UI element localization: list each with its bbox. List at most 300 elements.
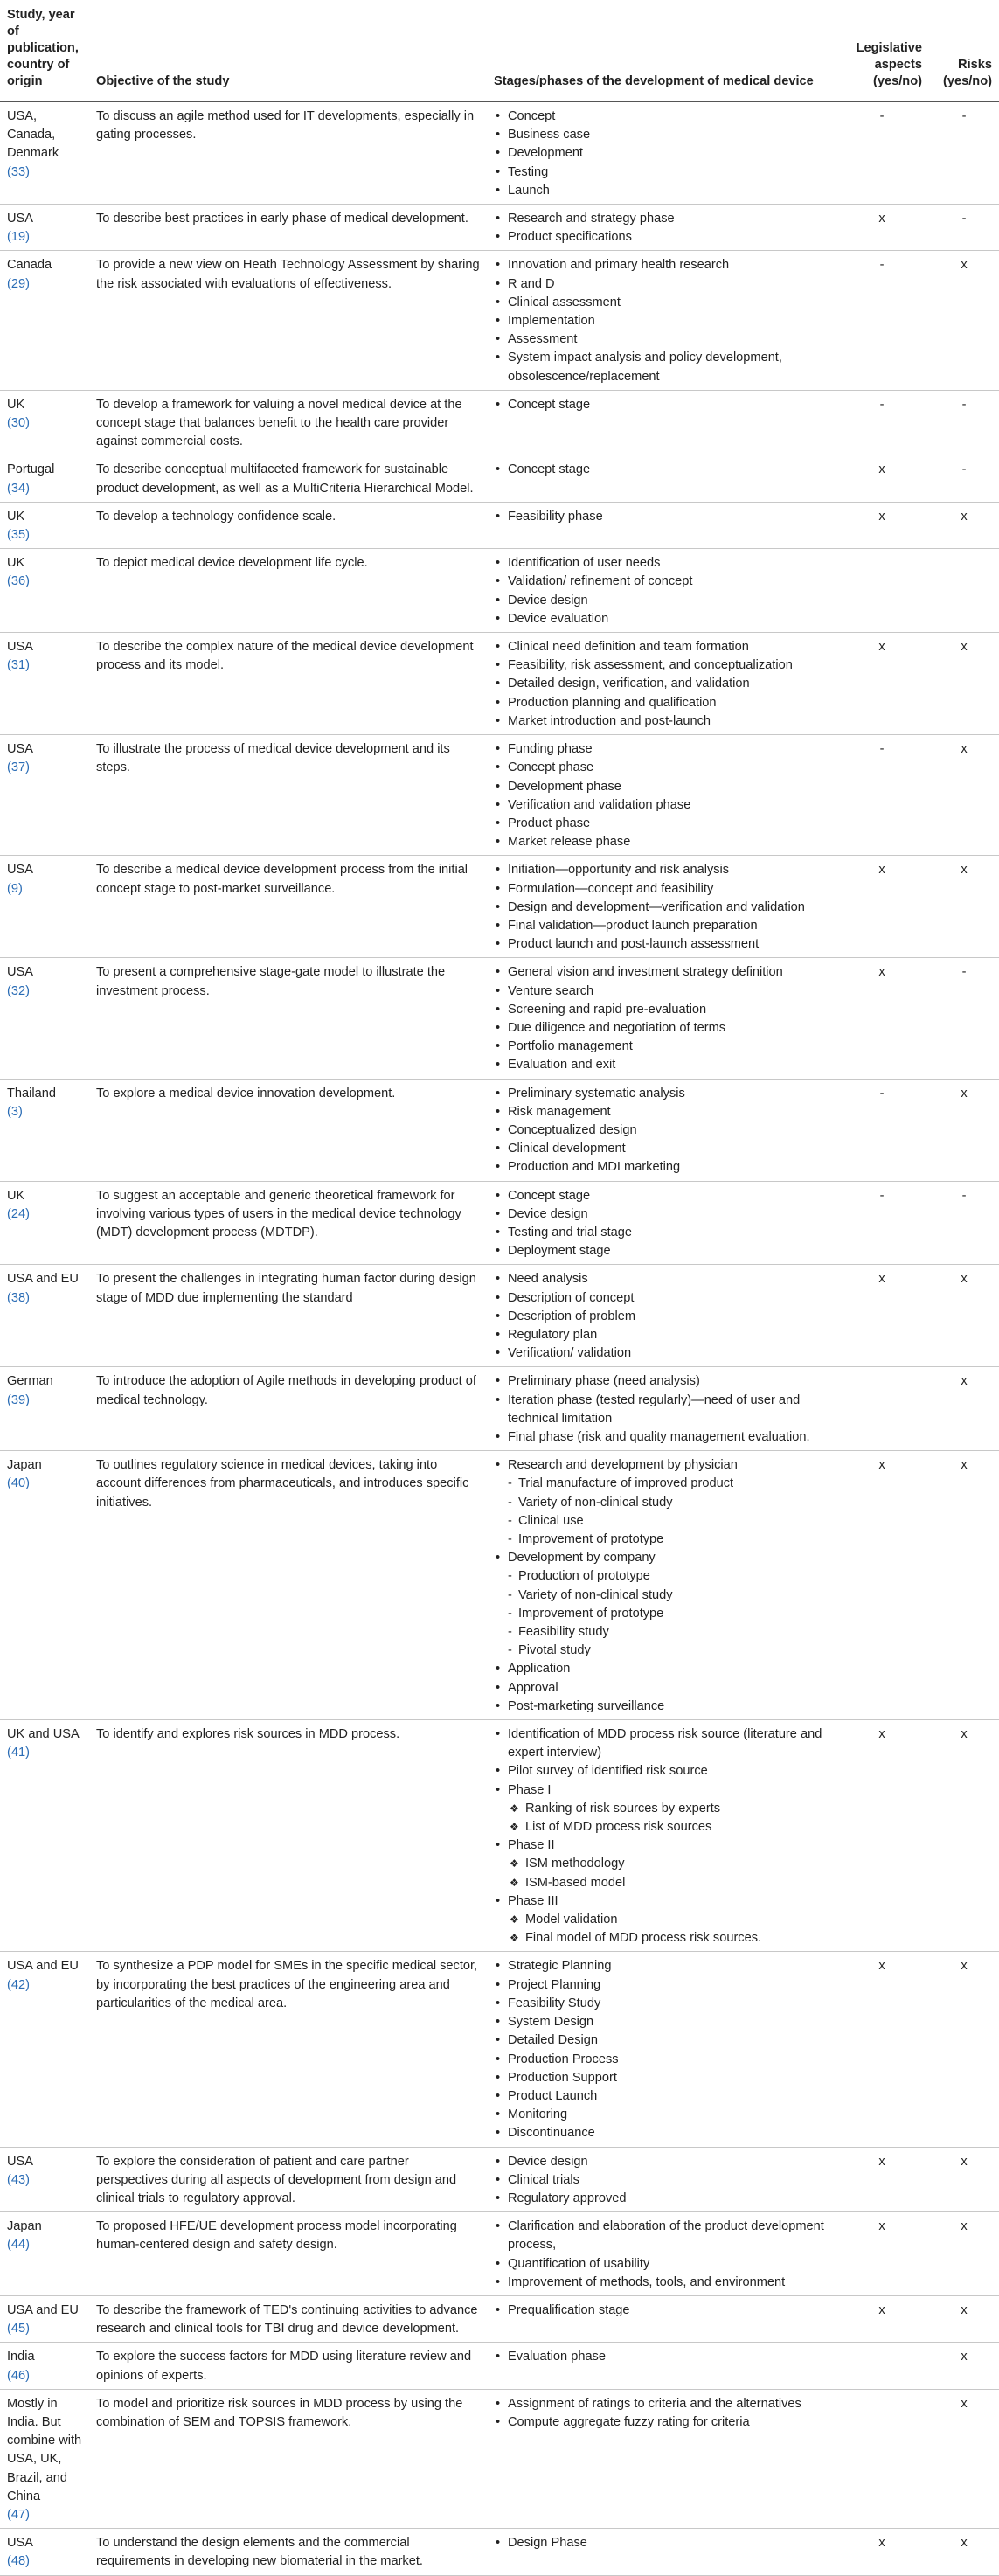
stage-subitem: - Pivotal study — [494, 1642, 828, 1660]
stages-list — [494, 740, 828, 851]
study-objective: To explore a medical device innovation development. — [89, 1079, 487, 1181]
stage-item: • Discontinuance — [494, 2124, 828, 2142]
study-origin: Portugal — [7, 462, 55, 477]
stage-item: • Portfolio management — [494, 1038, 828, 1056]
table-row — [0, 2389, 999, 2528]
stage-item: • Pilot survey of identified risk source — [494, 1762, 828, 1781]
stage-item: • Business case — [494, 126, 828, 144]
reference-link[interactable]: (32) — [7, 983, 30, 998]
stage-item: • Development phase — [494, 778, 828, 796]
stages-cell — [487, 1265, 835, 1367]
stage-item: • Production planning and qualification — [494, 694, 828, 712]
legislative-aspects-value: x — [835, 2212, 929, 2296]
study-objective: To describe conceptual multifaceted framework for sustainable product development, as well as a MultiCriteria Hierarchical Model. — [89, 455, 487, 502]
reference-link[interactable]: (29) — [7, 276, 30, 291]
stages-cell — [487, 2389, 835, 2528]
stage-item: • System impact analysis and policy development, obsolescence/replacement — [494, 349, 828, 385]
stage-item: • Product phase — [494, 815, 828, 833]
study-objective: To suggest an acceptable and generic theoretical framework for involving various types of users in the medical device technology (MDT) development process (MDTDP). — [89, 1181, 487, 1265]
stages-list — [494, 638, 828, 731]
study-objective: To explore the success factors for MDD using literature review and opinions of experts. — [89, 2343, 487, 2389]
stage-item: • Development by company — [494, 1549, 828, 1567]
study-origin-cell — [0, 735, 89, 856]
study-origin-cell — [0, 2212, 89, 2296]
study-origin: German — [7, 1374, 53, 1389]
stage-subitem: - Production of prototype — [494, 1567, 828, 1586]
risks-value: x — [929, 1451, 999, 1720]
stage-item: • Research and strategy phase — [494, 210, 828, 228]
stage-item: • Product specifications — [494, 228, 828, 246]
stage-item: • System Design — [494, 2013, 828, 2031]
stage-item: • Clinical assessment — [494, 294, 828, 312]
stage-item: • Clinical trials — [494, 2171, 828, 2190]
stages-list — [494, 1957, 828, 2142]
stage-item: • Feasibility phase — [494, 508, 828, 526]
stage-item: • Production Support — [494, 2069, 828, 2087]
study-origin: USA — [7, 863, 34, 878]
study-origin: UK — [7, 509, 25, 524]
legislative-aspects-value — [835, 549, 929, 633]
study-objective: To outlines regulatory science in medical devices, taking into account differences from pharmaceuticals, and introduces specific initiatives. — [89, 1451, 487, 1720]
risks-value: x — [929, 2147, 999, 2212]
risks-value: x — [929, 2343, 999, 2389]
table-row — [0, 2147, 999, 2212]
stages-list — [494, 1456, 828, 1716]
stage-item: • Concept stage — [494, 1187, 828, 1205]
stage-item: • Detailed design, verification, and validation — [494, 675, 828, 693]
study-origin-cell — [0, 2295, 89, 2342]
risks-value: - — [929, 390, 999, 455]
stage-item: • Market introduction and post-launch — [494, 712, 828, 731]
stage-item: • Verification and validation phase — [494, 796, 828, 815]
reference-link[interactable]: (9) — [7, 881, 23, 896]
stages-list — [494, 1270, 828, 1363]
legislative-aspects-value: x — [835, 205, 929, 251]
study-objective: To discuss an agile method used for IT developments, especially in gating processes. — [89, 101, 487, 205]
legislative-aspects-value: x — [835, 2147, 929, 2212]
reference-link[interactable]: (3) — [7, 1104, 23, 1119]
stages-cell — [487, 101, 835, 205]
stage-item: • Design Phase — [494, 2534, 828, 2552]
risks-value: x — [929, 633, 999, 735]
stage-item: • Regulatory approved — [494, 2190, 828, 2208]
risks-value: - — [929, 958, 999, 1079]
stages-list — [494, 2348, 828, 2366]
stage-item: • Development — [494, 144, 828, 163]
stages-cell — [487, 958, 835, 1079]
study-objective: To illustrate the process of medical device development and its steps. — [89, 735, 487, 856]
header-objective: Objective of the study — [89, 0, 487, 101]
risks-value: x — [929, 2295, 999, 2342]
reference-link[interactable]: (39) — [7, 1392, 30, 1407]
stage-item: • Description of problem — [494, 1308, 828, 1326]
table-row — [0, 1952, 999, 2147]
legislative-aspects-value — [835, 2389, 929, 2528]
legislative-aspects-value: - — [835, 390, 929, 455]
stage-item: • Identification of MDD process risk source (literature and expert interview) — [494, 1725, 828, 1762]
table-row — [0, 1367, 999, 1451]
stage-item: • Clinical development — [494, 1140, 828, 1158]
stages-cell — [487, 2147, 835, 2212]
table-row — [0, 205, 999, 251]
stage-item: • R and D — [494, 275, 828, 294]
table-row — [0, 958, 999, 1079]
stage-item: • Identification of user needs — [494, 554, 828, 573]
stage-item: • Design and development—verification and validation — [494, 899, 828, 917]
stage-item: • Compute aggregate fuzzy rating for criteria — [494, 2413, 828, 2432]
study-origin-cell — [0, 549, 89, 633]
stage-subitem: - Trial manufacture of improved product — [494, 1475, 828, 1493]
table-row — [0, 856, 999, 958]
stage-item: • Phase I — [494, 1781, 828, 1800]
header-legislative: Legislative aspects (yes/no) — [835, 0, 929, 101]
study-origin-cell — [0, 1181, 89, 1265]
table-row — [0, 2343, 999, 2389]
study-origin: Mostly in India. But combine with USA, UK, Brazil, and China — [7, 2396, 82, 2503]
study-origin: USA — [7, 640, 34, 655]
stages-cell — [487, 1451, 835, 1720]
stage-item: • Production Process — [494, 2051, 828, 2069]
study-objective: To synthesize a PDP model for SMEs in the specific medical sector, by incorporating the best practices of the engineering area and particularities of the medical area. — [89, 1952, 487, 2147]
stage-item: • Monitoring — [494, 2106, 828, 2124]
reference-link[interactable]: (48) — [7, 2554, 30, 2569]
study-objective: To describe best practices in early phase of medical development. — [89, 205, 487, 251]
legislative-aspects-value: x — [835, 1265, 929, 1367]
stage-item: • Device design — [494, 2153, 828, 2171]
legislative-aspects-value: x — [835, 1952, 929, 2147]
stages-list — [494, 2302, 828, 2320]
table-row — [0, 2212, 999, 2296]
stage-item: • Device design — [494, 592, 828, 610]
stage-item: • Concept — [494, 108, 828, 126]
stage-subitem: - Clinical use — [494, 1512, 828, 1531]
legislative-aspects-value: x — [835, 633, 929, 735]
study-origin-cell — [0, 2343, 89, 2389]
stage-item: • Feasibility, risk assessment, and conceptualization — [494, 656, 828, 675]
stage-item: • Prequalification stage — [494, 2302, 828, 2320]
legislative-aspects-value: x — [835, 502, 929, 548]
reference-link[interactable]: (37) — [7, 760, 30, 775]
study-origin: USA — [7, 965, 34, 980]
stages-list — [494, 1725, 828, 1948]
table-row — [0, 502, 999, 548]
table-body — [0, 101, 999, 2575]
stage-item: • Deployment stage — [494, 1242, 828, 1260]
study-objective: To present a comprehensive stage-gate model to illustrate the investment process. — [89, 958, 487, 1079]
legislative-aspects-value: x — [835, 2529, 929, 2575]
table-row — [0, 455, 999, 502]
study-origin: USA — [7, 2536, 34, 2551]
stage-item: • Device evaluation — [494, 610, 828, 628]
stage-item: • Screening and rapid pre-evaluation — [494, 1001, 828, 1019]
stage-item: • Concept stage — [494, 396, 828, 414]
study-objective: To identify and explores risk sources in MDD process. — [89, 1720, 487, 1952]
legislative-aspects-value — [835, 1367, 929, 1451]
stages-list — [494, 554, 828, 628]
legislative-aspects-value: x — [835, 958, 929, 1079]
reference-link[interactable]: (31) — [7, 658, 30, 673]
stage-item: • Formulation—concept and feasibility — [494, 880, 828, 899]
study-objective: To explore the consideration of patient and care partner perspectives during all aspects of development from design and clinical trials to regulatory approval. — [89, 2147, 487, 2212]
stage-item: • Assignment of ratings to criteria and the alternatives — [494, 2395, 828, 2413]
legislative-aspects-value: x — [835, 455, 929, 502]
stages-list — [494, 1085, 828, 1177]
stage-item: • Venture search — [494, 982, 828, 1001]
study-origin: India — [7, 2350, 35, 2364]
stage-item: • Risk management — [494, 1103, 828, 1121]
study-origin-cell — [0, 958, 89, 1079]
study-origin: UK — [7, 556, 25, 571]
stage-item: • Validation/ refinement of concept — [494, 573, 828, 591]
study-origin-cell — [0, 502, 89, 548]
stage-item: • Conceptualized design — [494, 1121, 828, 1140]
study-origin-cell — [0, 1720, 89, 1952]
stage-item: • Verification/ validation — [494, 1344, 828, 1363]
stages-list — [494, 2534, 828, 2552]
risks-value: x — [929, 1952, 999, 2147]
stage-item: • Clarification and elaboration of the product development process, — [494, 2218, 828, 2254]
reference-link[interactable]: (44) — [7, 2238, 30, 2253]
reference-link[interactable]: (33) — [7, 164, 30, 179]
stage-item: • Approval — [494, 1679, 828, 1698]
stages-list — [494, 396, 828, 414]
stage-item: • Iteration phase (tested regularly)—need of user and technical limitation — [494, 1392, 828, 1428]
stage-item: • Preliminary phase (need analysis) — [494, 1372, 828, 1391]
study-origin: UK — [7, 1188, 25, 1203]
stages-cell — [487, 1952, 835, 2147]
risks-value: x — [929, 735, 999, 856]
study-origin-cell — [0, 856, 89, 958]
legislative-aspects-value: x — [835, 1720, 929, 1952]
stages-list — [494, 108, 828, 200]
reference-link[interactable]: (41) — [7, 1746, 30, 1760]
study-objective: To introduce the adoption of Agile methods in developing product of medical technology. — [89, 1367, 487, 1451]
stage-item: • Implementation — [494, 312, 828, 330]
table-row — [0, 1451, 999, 1720]
table-row — [0, 390, 999, 455]
risks-value: x — [929, 251, 999, 390]
reference-link[interactable]: (46) — [7, 2368, 30, 2383]
stage-item: • Detailed Design — [494, 2031, 828, 2050]
reference-link[interactable]: (35) — [7, 528, 30, 543]
study-objective: To develop a framework for valuing a novel medical device at the concept stage that balances benefit to the health care provider against commercial costs. — [89, 390, 487, 455]
study-origin-cell — [0, 2529, 89, 2575]
study-origin-cell — [0, 1265, 89, 1367]
risks-value: x — [929, 2529, 999, 2575]
stage-item: • Device design — [494, 1205, 828, 1224]
study-objective: To describe a medical device development process from the initial concept stage to post-market surveillance. — [89, 856, 487, 958]
risks-value: x — [929, 1367, 999, 1451]
study-objective: To provide a new view on Heath Technology Assessment by sharing the risk associated with evaluations of effectiveness. — [89, 251, 487, 390]
table-row — [0, 1720, 999, 1952]
study-origin: Japan — [7, 1458, 42, 1473]
risks-value: - — [929, 1181, 999, 1265]
legislative-aspects-value: - — [835, 1079, 929, 1181]
stages-list — [494, 256, 828, 385]
stages-list — [494, 2218, 828, 2292]
stages-cell — [487, 2529, 835, 2575]
study-origin-cell — [0, 251, 89, 390]
risks-value: - — [929, 101, 999, 205]
stage-subitem: ❖ Ranking of risk sources by experts — [494, 1800, 828, 1818]
study-origin-cell — [0, 633, 89, 735]
study-origin: Japan — [7, 2219, 42, 2234]
stage-item: • Evaluation and exit — [494, 1056, 828, 1074]
table-row — [0, 101, 999, 205]
risks-value: x — [929, 1720, 999, 1952]
stage-item: • Product Launch — [494, 2087, 828, 2106]
stages-cell — [487, 390, 835, 455]
reference-link[interactable]: (38) — [7, 1290, 30, 1305]
study-origin-cell — [0, 1451, 89, 1720]
table-row — [0, 549, 999, 633]
study-origin: USA and EU — [7, 1272, 79, 1287]
study-origin-cell — [0, 455, 89, 502]
stage-item: • Evaluation phase — [494, 2348, 828, 2366]
reference-link[interactable]: (24) — [7, 1206, 30, 1221]
header-study: Study, year of publication, country of origin — [0, 0, 89, 101]
risks-value: x — [929, 856, 999, 958]
stage-item: • Quantification of usability — [494, 2255, 828, 2274]
reference-link[interactable]: (43) — [7, 2172, 30, 2187]
stage-item: • Strategic Planning — [494, 1957, 828, 1975]
stage-item: • Market release phase — [494, 833, 828, 851]
stage-item: • Project Planning — [494, 1976, 828, 1995]
study-origin: USA — [7, 2154, 34, 2169]
stage-item: • Final validation—product launch preparation — [494, 917, 828, 935]
reference-link[interactable]: (47) — [7, 2507, 30, 2522]
stages-cell — [487, 735, 835, 856]
stages-list — [494, 508, 828, 526]
risks-value: - — [929, 455, 999, 502]
stage-item: • Initiation—opportunity and risk analysis — [494, 861, 828, 879]
stage-item: • Need analysis — [494, 1270, 828, 1288]
table-row — [0, 2529, 999, 2575]
legislative-aspects-value: - — [835, 735, 929, 856]
table-header — [0, 0, 999, 101]
reference-link[interactable]: (30) — [7, 416, 30, 431]
stage-subitem: ❖ ISM-based model — [494, 1874, 828, 1892]
study-objective: To model and prioritize risk sources in MDD process by using the combination of SEM and TOPSIS framework. — [89, 2389, 487, 2528]
risks-value: x — [929, 1265, 999, 1367]
stages-list — [494, 2395, 828, 2432]
stages-list — [494, 461, 828, 479]
legislative-aspects-value — [835, 2343, 929, 2389]
stage-item: • Feasibility Study — [494, 1995, 828, 2013]
reference-link[interactable]: (19) — [7, 230, 30, 245]
stage-item: • Phase III — [494, 1892, 828, 1911]
study-objective: To present the challenges in integrating human factor during design stage of MDD due implementing the standard — [89, 1265, 487, 1367]
reference-link[interactable]: (36) — [7, 574, 30, 589]
study-origin-cell — [0, 1952, 89, 2147]
header-risks: Risks (yes/no) — [929, 0, 999, 101]
header-stages: Stages/phases of the development of medical device — [487, 0, 835, 101]
study-origin-cell — [0, 101, 89, 205]
legislative-aspects-value: x — [835, 2295, 929, 2342]
stage-item: • Launch — [494, 182, 828, 200]
study-origin: USA — [7, 742, 34, 757]
stages-cell — [487, 856, 835, 958]
stage-item: • Application — [494, 1660, 828, 1678]
stage-subitem: ❖ Model validation — [494, 1911, 828, 1929]
stage-item: • Concept phase — [494, 759, 828, 777]
risks-value — [929, 549, 999, 633]
stage-item: • Clinical need definition and team formation — [494, 638, 828, 656]
study-origin: USA and EU — [7, 1959, 79, 1974]
legislative-aspects-value: x — [835, 1451, 929, 1720]
stage-subitem: - Feasibility study — [494, 1623, 828, 1642]
study-origin: Thailand — [7, 1086, 56, 1101]
header-row — [0, 0, 999, 101]
stage-item: • Research and development by physician — [494, 1456, 828, 1475]
study-origin-cell — [0, 1367, 89, 1451]
study-origin: USA and EU — [7, 2302, 79, 2317]
stages-cell — [487, 1181, 835, 1265]
table-row — [0, 251, 999, 390]
table-row — [0, 2295, 999, 2342]
study-objective: To proposed HFE/UE development process model incorporating human-centered design and safety design. — [89, 2212, 487, 2296]
table-row — [0, 633, 999, 735]
risks-value: - — [929, 205, 999, 251]
stage-item: • Phase II — [494, 1837, 828, 1855]
study-origin: USA, Canada, Denmark — [7, 109, 59, 161]
legislative-aspects-value: - — [835, 251, 929, 390]
legislative-aspects-value: - — [835, 1181, 929, 1265]
study-origin-cell — [0, 205, 89, 251]
stages-cell — [487, 502, 835, 548]
table-row — [0, 735, 999, 856]
stage-item: • Post-marketing surveillance — [494, 1698, 828, 1716]
stage-item: • Innovation and primary health research — [494, 256, 828, 274]
stage-subitem: - Variety of non-clinical study — [494, 1494, 828, 1512]
stages-list — [494, 963, 828, 1074]
reference-link[interactable]: (40) — [7, 1476, 30, 1491]
legislative-aspects-value: - — [835, 101, 929, 205]
risks-value: x — [929, 502, 999, 548]
stage-item: • Testing and trial stage — [494, 1224, 828, 1242]
stages-cell — [487, 1720, 835, 1952]
stage-item: • Description of concept — [494, 1289, 828, 1308]
stages-list — [494, 1372, 828, 1447]
reference-link[interactable]: (45) — [7, 2322, 30, 2336]
stage-item: • General vision and investment strategy definition — [494, 963, 828, 982]
table-row — [0, 1181, 999, 1265]
study-objective: To describe the complex nature of the medical device development process and its model. — [89, 633, 487, 735]
stages-list — [494, 1187, 828, 1261]
stage-subitem: - Variety of non-clinical study — [494, 1587, 828, 1605]
stage-item: • Due diligence and negotiation of terms — [494, 1019, 828, 1038]
study-origin-cell — [0, 2389, 89, 2528]
stages-cell — [487, 455, 835, 502]
reference-link[interactable]: (34) — [7, 481, 30, 496]
study-origin-cell — [0, 2147, 89, 2212]
study-objective: To describe the framework of TED's continuing activities to advance research and clinical tools for TBI drug and device development. — [89, 2295, 487, 2342]
study-origin: UK and USA — [7, 1727, 80, 1742]
stages-list — [494, 861, 828, 954]
study-origin-cell — [0, 390, 89, 455]
risks-value: x — [929, 2389, 999, 2528]
stages-cell — [487, 205, 835, 251]
stages-list — [494, 2153, 828, 2209]
stage-item: • Product launch and post-launch assessment — [494, 935, 828, 954]
stages-cell — [487, 1367, 835, 1451]
stage-subitem: ❖ Final model of MDD process risk sources. — [494, 1929, 828, 1948]
stages-cell — [487, 2212, 835, 2296]
reference-link[interactable]: (42) — [7, 1977, 30, 1992]
stage-subitem: ❖ ISM methodology — [494, 1855, 828, 1873]
legislative-aspects-value: x — [835, 856, 929, 958]
stage-item: • Final phase (risk and quality management evaluation. — [494, 1428, 828, 1447]
